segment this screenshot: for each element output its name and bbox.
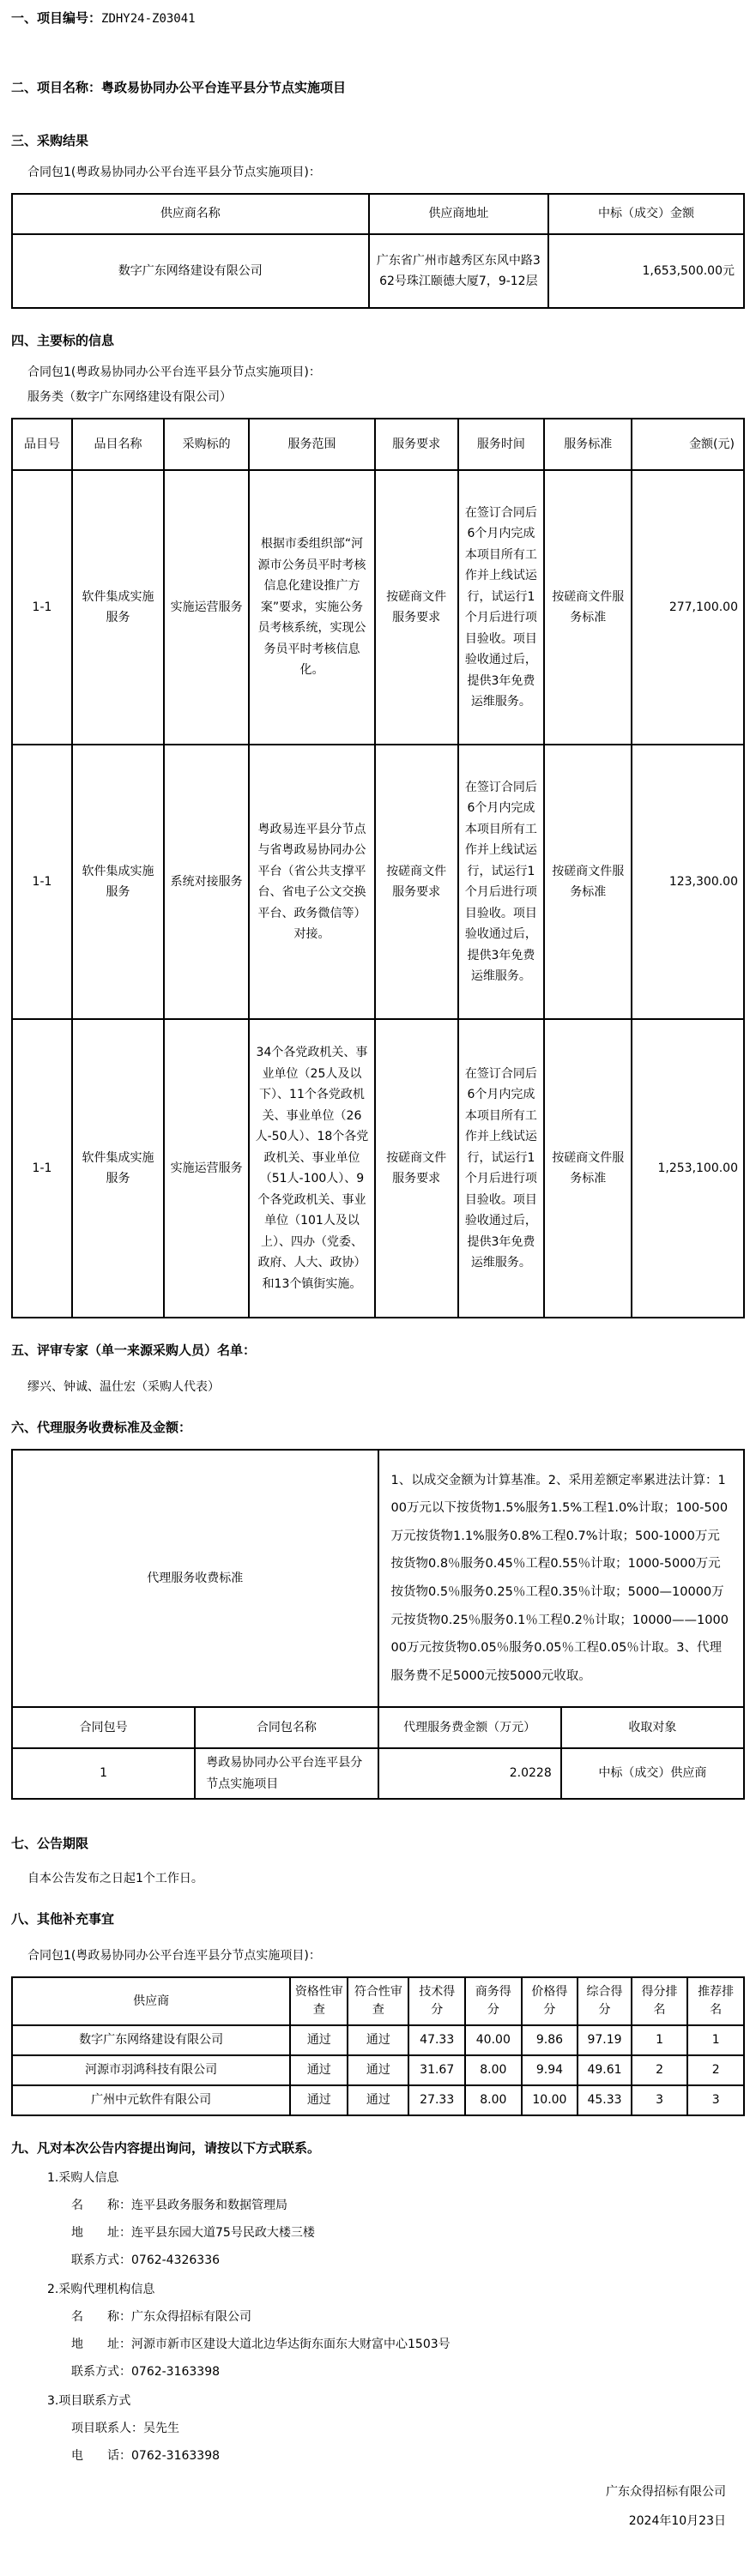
result-supplier-address: 广东省广州市越秀区东风中路362号珠江颐德大厦7，9-12层 — [369, 234, 548, 308]
score-price: 9.94 — [522, 2055, 578, 2085]
score-business: 8.00 — [465, 2055, 522, 2085]
bid-scope: 粤政易连平县分节点与省粤政易协同办公平台（省公共支撑平台、省电子公文交换平台、政务微信等）对接。 — [249, 745, 374, 1019]
fee-standard-label: 代理服务收费标准 — [12, 1450, 378, 1707]
bid-target: 系统对接服务 — [164, 745, 249, 1019]
contract-package-intro-3: 合同包1(粤政易协同办公平台连平县分节点实施项目)： — [27, 1949, 321, 1963]
bid-item-no: 1-1 — [12, 1019, 72, 1318]
score-technical: 31.67 — [408, 2055, 465, 2085]
bid-header-item-name: 品目名称 — [72, 419, 164, 470]
section-contact-heading: 九、凡对本次公告内容提出询问，请按以下方式联系。 — [11, 2140, 321, 2156]
fee-header-charged-party: 收取对象 — [561, 1707, 744, 1748]
bid-scope: 34个各党政机关、事业单位（25人及以下）、11个各党政机关、事业单位（26人-50人）、18个各党政机关、事业单位（51人-100人）、9个各党政机关、事业单位（101人及以上）、四办（党委、政府、人大、政协）和13个镇街实施。 — [249, 1019, 374, 1318]
bid-header-item-no: 品目号 — [12, 419, 72, 470]
score-rank: 1 — [632, 2025, 688, 2055]
bid-amount: 123,300.00 — [632, 745, 744, 1019]
score-rank: 3 — [632, 2085, 688, 2115]
score-price: 10.00 — [522, 2085, 578, 2115]
score-table-row-2 — [12, 2055, 744, 2085]
result-header-supplier-address: 供应商地址 — [369, 194, 548, 234]
bid-header-target: 采购标的 — [164, 419, 249, 470]
score-header-score-rank: 得分排名 — [632, 1977, 688, 2025]
score-header-price-score: 价格得分 — [522, 1977, 578, 2025]
project-number-label: 一、项目编号： — [11, 10, 102, 26]
bid-table-row-2 — [12, 745, 744, 1019]
bid-item-no: 1-1 — [12, 470, 72, 745]
bid-time: 在签订合同后6个月内完成本项目所有工作并上线试运行，试运行1个月后进行项目验收。项目验收通过后，提供3年免费运维服务。 — [458, 470, 545, 745]
bid-time: 在签订合同后6个月内完成本项目所有工作并上线试运行，试运行1个月后进行项目验收。项目验收通过后，提供3年免费运维服务。 — [458, 745, 545, 1019]
bid-header-requirement: 服务要求 — [375, 419, 458, 470]
purchaser-address: 地 址：连平县东园大道75号民政大楼三楼 — [71, 2226, 315, 2240]
score-rank: 2 — [632, 2055, 688, 2085]
score-conformity: 通过 — [348, 2085, 408, 2115]
project-contact-person: 项目联系人：吴先生 — [71, 2422, 179, 2435]
section-notice-period-heading: 七、公告期限 — [11, 1836, 89, 1851]
score-technical: 27.33 — [408, 2085, 465, 2115]
recommend-rank: 3 — [687, 2085, 744, 2115]
contract-package-intro-1: 合同包1(粤政易协同办公平台连平县分节点实施项目)： — [27, 166, 321, 179]
bid-standard: 按磋商文件服务标准 — [544, 745, 632, 1019]
purchaser-phone: 联系方式：0762-4326336 — [71, 2253, 221, 2267]
experts-names: 缪兴、钟诚、温仕宏（采购人代表） — [27, 1380, 220, 1394]
score-table-header-row — [12, 1977, 744, 2025]
score-header-total-score: 综合得分 — [578, 1977, 632, 2025]
bid-requirement: 按磋商文件服务要求 — [375, 470, 458, 745]
fee-standard-row — [12, 1450, 744, 1707]
score-price: 9.86 — [522, 2025, 578, 2055]
agency-info-title: 2.采购代理机构信息 — [47, 2283, 155, 2296]
project-contact-phone: 电 话：0762-3163398 — [71, 2449, 221, 2463]
fee-header-fee-amount: 代理服务费金额（万元） — [378, 1707, 561, 1748]
project-contact-title: 3.项目联系方式 — [47, 2394, 131, 2408]
purchaser-name: 名 称：连平县政务服务和数据管理局 — [71, 2199, 287, 2212]
score-table-row-3 — [12, 2085, 744, 2115]
bid-target: 实施运营服务 — [164, 470, 249, 745]
bid-scope: 根据市委组织部“河源市公务员平时考核信息化建设推广方案”要求，实施公务员考核系统，实现公务员平时考核信息化。 — [249, 470, 374, 745]
recommend-rank: 2 — [687, 2055, 744, 2085]
bid-amount: 277,100.00 — [632, 470, 744, 745]
footer-agency-name: 广东众得招标有限公司 — [606, 2485, 726, 2499]
bid-header-amount: 金额(元) — [632, 419, 744, 470]
section-experts-heading: 五、评审专家（单一来源采购人员）名单： — [11, 1342, 257, 1358]
bid-amount: 1,253,100.00 — [632, 1019, 744, 1318]
score-business: 8.00 — [465, 2085, 522, 2115]
fee-table-row — [12, 1748, 744, 1799]
bid-table-row-1 — [12, 470, 744, 745]
section-supplementary-heading: 八、其他补充事宜 — [11, 1911, 115, 1927]
fee-header-package-name: 合同包名称 — [195, 1707, 378, 1748]
purchaser-info-title: 1.采购人信息 — [47, 2171, 119, 2185]
bid-header-standard: 服务标准 — [544, 419, 632, 470]
bid-item-name: 软件集成实施服务 — [72, 1019, 164, 1318]
score-qualification: 通过 — [290, 2085, 348, 2115]
bid-item-name: 软件集成实施服务 — [72, 470, 164, 745]
result-table — [11, 193, 745, 309]
score-header-business-score: 商务得分 — [465, 1977, 522, 2025]
agency-name: 名 称：广东众得招标有限公司 — [71, 2310, 251, 2324]
score-supplier: 数字广东网络建设有限公司 — [12, 2025, 290, 2055]
agency-fee-table — [11, 1449, 745, 1800]
score-header-qualification-review: 资格性审查 — [290, 1977, 348, 2025]
bid-info-table — [11, 418, 745, 1318]
score-total: 97.19 — [578, 2025, 632, 2055]
score-business: 40.00 — [465, 2025, 522, 2055]
result-table-header-row — [12, 194, 744, 234]
score-qualification: 通过 — [290, 2055, 348, 2085]
score-conformity: 通过 — [348, 2055, 408, 2085]
score-technical: 47.33 — [408, 2025, 465, 2055]
service-category-line: 服务类（数字广东网络建设有限公司） — [27, 390, 232, 404]
section-project-name: 二、项目名称：粤政易协同办公平台连平县分节点实施项目 — [11, 80, 347, 95]
result-award-amount: 1,653,500.00元 — [548, 234, 744, 308]
result-header-supplier-name: 供应商名称 — [12, 194, 369, 234]
score-total: 45.33 — [578, 2085, 632, 2115]
bid-requirement: 按磋商文件服务要求 — [375, 1019, 458, 1318]
fee-standard-text: 1、以成交金额为计算基准。2、采用差额定率累进法计算：100万元以下按货物1.5%服务1.5%工程1.0%计取；100-500万元按货物1.1%服务0.8%工程0.7%计取；500-1000万元按货物0.8％服务0.45％工程0.55％计取；1000-5000万元按货物0.5％服务0.25％工程0.35％计取；5000—10000万元按货物0.25％服务0.1％工程0.2％计取；10000——100000万元按货物0.05％服务0.05％工程0.05％计取。3、代理服务费不足5000元按5000元收取。 — [378, 1450, 745, 1707]
section-main-bid-info-heading: 四、主要标的信息 — [11, 333, 115, 348]
score-total: 49.61 — [578, 2055, 632, 2085]
score-supplier: 广州中元软件有限公司 — [12, 2085, 290, 2115]
agency-phone: 联系方式：0762-3163398 — [71, 2365, 221, 2379]
score-header-conformity-review: 符合性审查 — [348, 1977, 408, 2025]
score-header-supplier: 供应商 — [12, 1977, 290, 2025]
fee-amount: 2.0228 — [378, 1748, 561, 1799]
recommend-rank: 1 — [687, 2025, 744, 2055]
bid-time: 在签订合同后6个月内完成本项目所有工作并上线试运行，试运行1个月后进行项目验收。项目验收通过后，提供3年免费运维服务。 — [458, 1019, 545, 1318]
result-header-award-amount: 中标（成交）金额 — [548, 194, 744, 234]
bid-standard: 按磋商文件服务标准 — [544, 1019, 632, 1318]
fee-charged-party: 中标（成交）供应商 — [561, 1748, 744, 1799]
score-table-row-1 — [12, 2025, 744, 2055]
project-number-value: ZDHY24-Z03041 — [101, 12, 196, 26]
section-agency-fee-heading: 六、代理服务收费标准及金额： — [11, 1420, 192, 1435]
result-supplier-name: 数字广东网络建设有限公司 — [12, 234, 369, 308]
section-project-number — [11, 9, 745, 28]
bid-item-name: 软件集成实施服务 — [72, 745, 164, 1019]
bid-header-time: 服务时间 — [458, 419, 545, 470]
bid-standard: 按磋商文件服务标准 — [544, 470, 632, 745]
bid-header-scope: 服务范围 — [249, 419, 374, 470]
fee-table-header-row — [12, 1707, 744, 1748]
fee-package-no: 1 — [12, 1748, 195, 1799]
footer-date: 2024年10月23日 — [628, 2514, 726, 2528]
score-header-technical-score: 技术得分 — [408, 1977, 465, 2025]
score-header-recommend-rank: 推荐排名 — [687, 1977, 744, 2025]
section-procurement-result-heading: 三、采购结果 — [11, 133, 89, 148]
score-table — [11, 1976, 745, 2116]
score-supplier: 河源市羽鸿科技有限公司 — [12, 2055, 290, 2085]
fee-header-package-no: 合同包号 — [12, 1707, 195, 1748]
bid-item-no: 1-1 — [12, 745, 72, 1019]
bid-table-row-3 — [12, 1019, 744, 1318]
bid-table-header-row — [12, 419, 744, 470]
notice-period-text: 自本公告发布之日起1个工作日。 — [27, 1872, 203, 1885]
fee-package-name: 粤政易协同办公平台连平县分节点实施项目 — [195, 1748, 378, 1799]
bid-requirement: 按磋商文件服务要求 — [375, 745, 458, 1019]
score-qualification: 通过 — [290, 2025, 348, 2055]
contract-package-intro-2: 合同包1(粤政易协同办公平台连平县分节点实施项目)： — [27, 365, 321, 379]
result-table-row — [12, 234, 744, 308]
score-conformity: 通过 — [348, 2025, 408, 2055]
agency-address: 地 址：河源市新市区建设大道北边华达街东面东大财富中心1503号 — [71, 2338, 451, 2351]
bid-target: 实施运营服务 — [164, 1019, 249, 1318]
